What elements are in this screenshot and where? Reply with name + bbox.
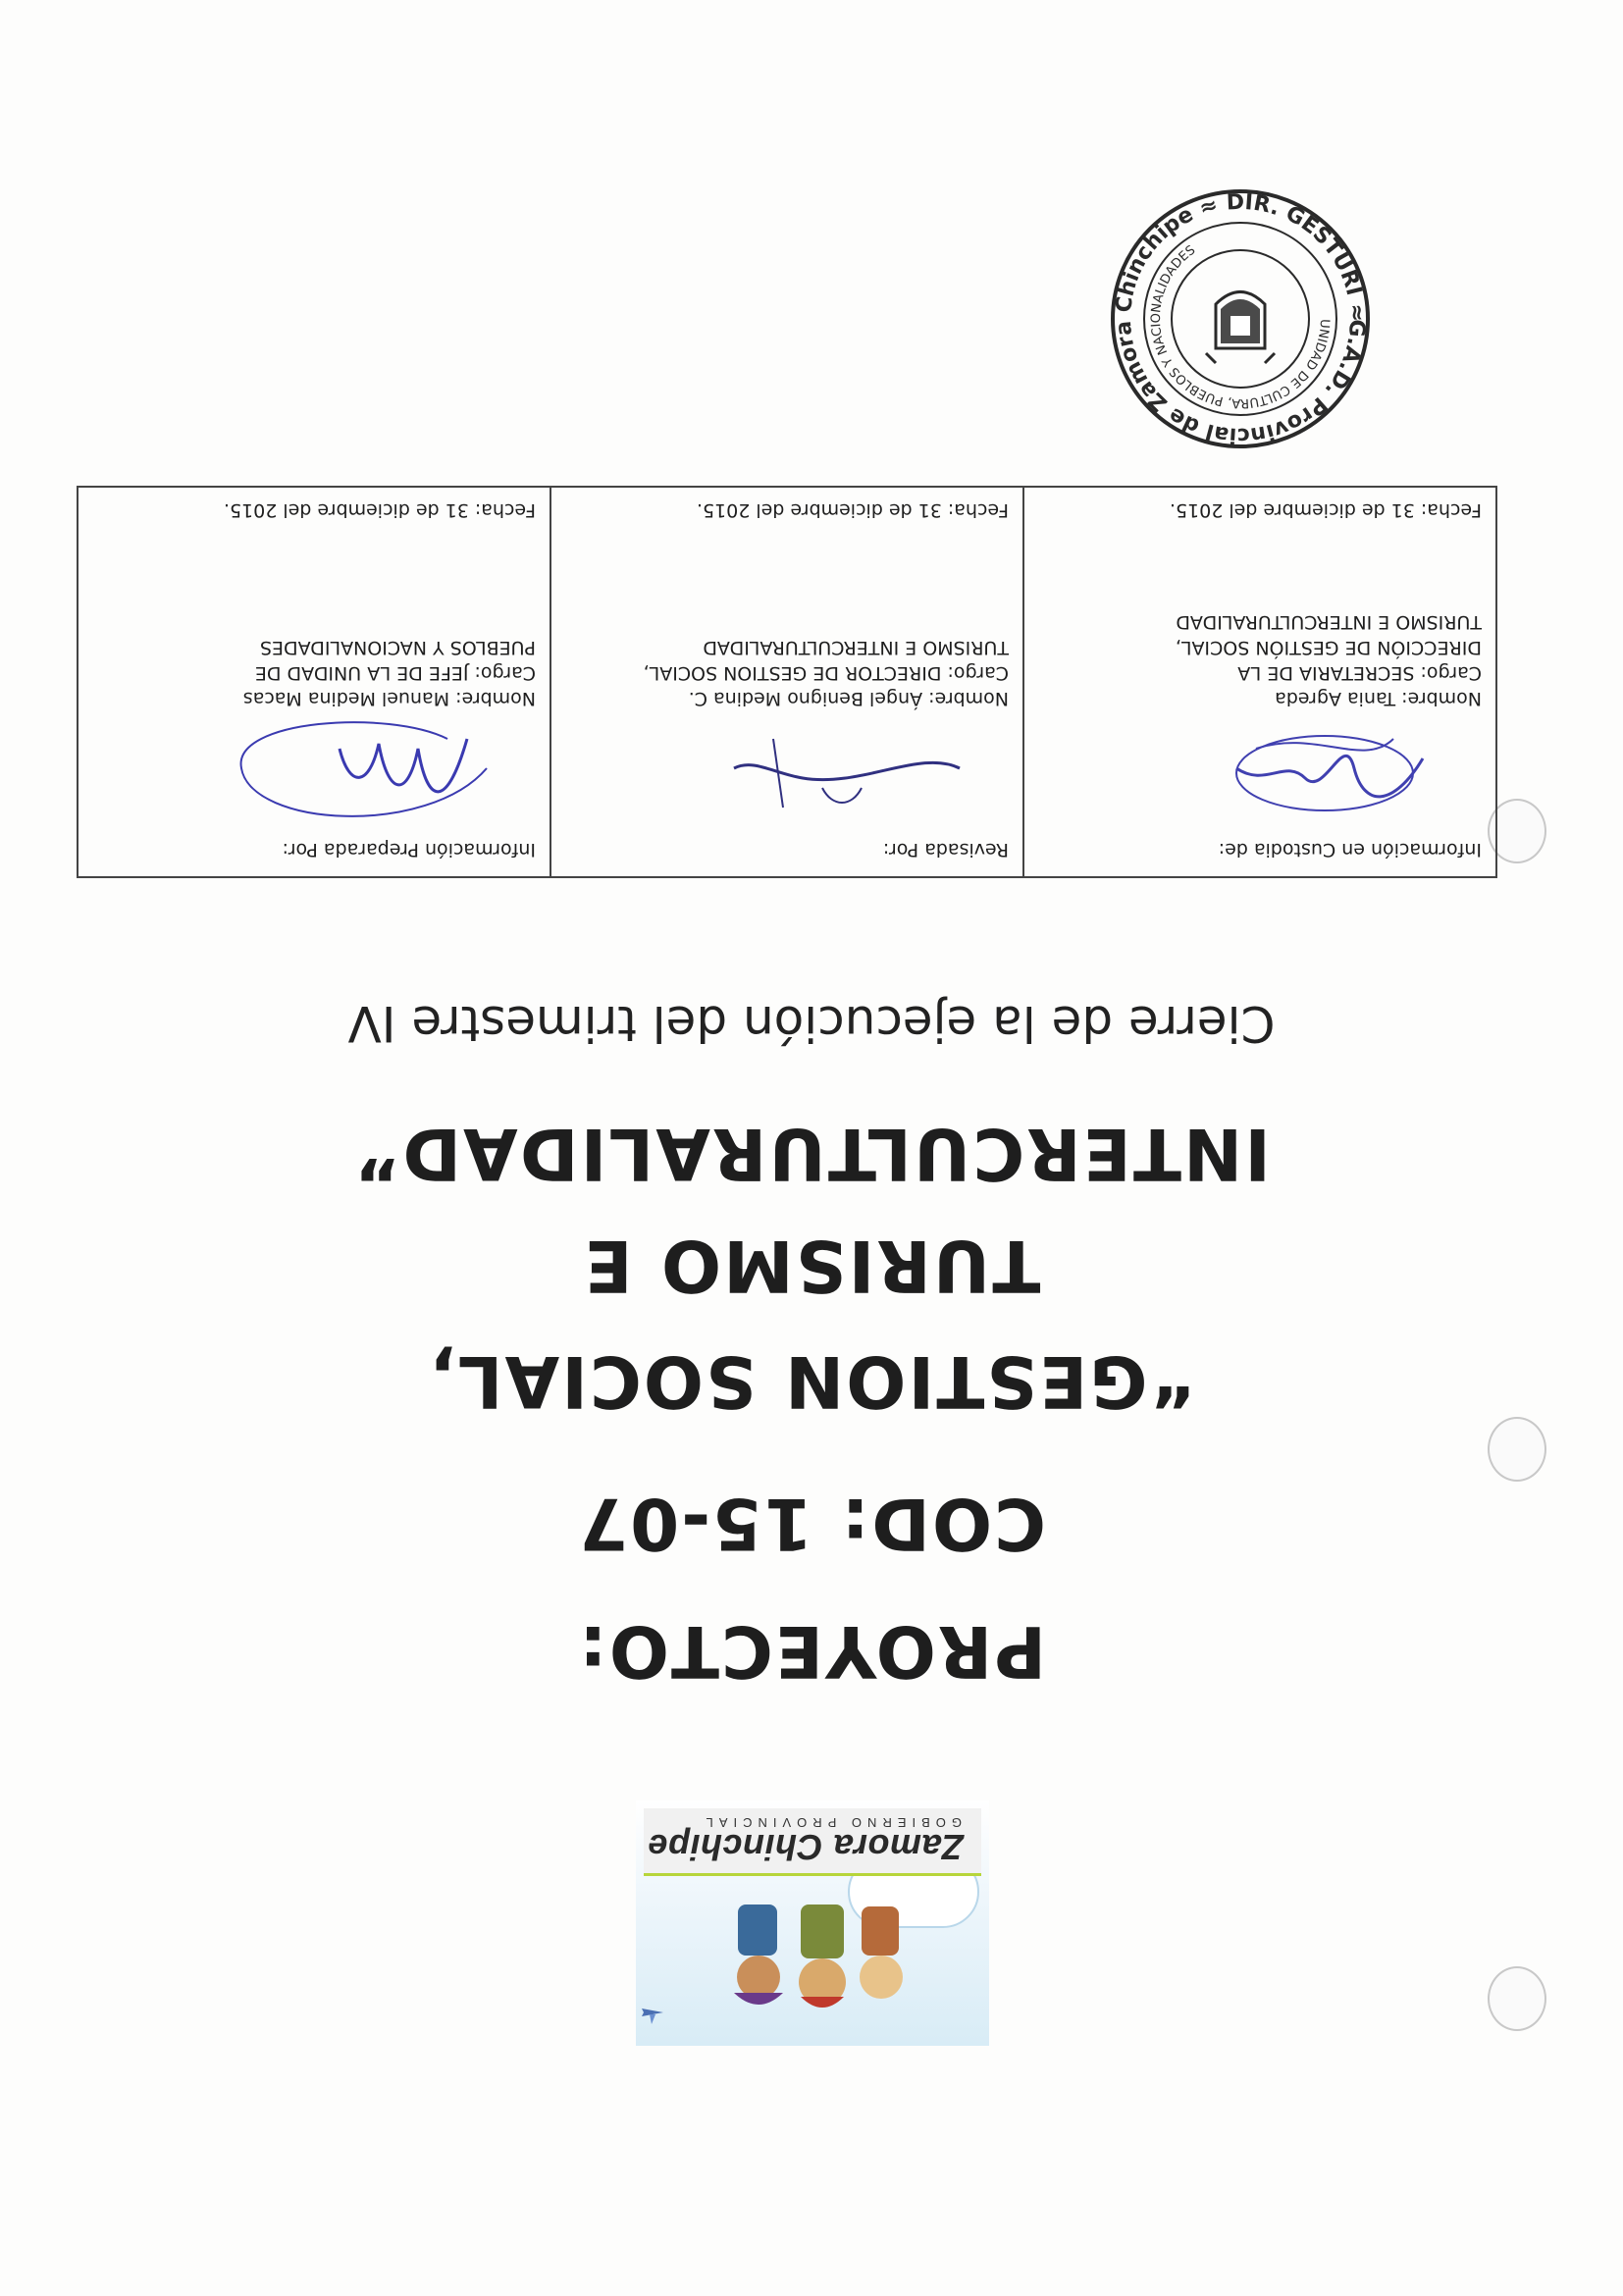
signer-role-line: TURISMO E INTERCULTURALIDAD	[1176, 611, 1482, 633]
signer-role-line: PUEBLOS Y NACIONALIDADES	[259, 637, 536, 658]
project-label: PROYECTO:	[576, 1610, 1047, 1693]
cultural-figures-illustration	[714, 1899, 920, 2026]
project-name-line-1: “GESTION SOCIAL,	[427, 1340, 1196, 1423]
cell-header: Información en Custodia de:	[1218, 839, 1482, 861]
signature-date: Fecha: 31 de diciembre del 2015.	[696, 499, 1009, 521]
signer-role-line: Cargo: DIRECTOR DE GESTION SOCIAL,	[643, 662, 1009, 684]
svg-text:UNIDAD DE CULTURA, PUEBLOS Y N: UNIDAD DE CULTURA, PUEBLOS Y NACIONALIDADES	[1148, 242, 1333, 411]
signature-table	[77, 486, 1497, 878]
signature-cell-custodia	[1024, 488, 1495, 876]
logo-brand-text: Zamora Chinchipe	[647, 1827, 964, 1867]
signer-name: Nombre: Ángel Benigno Medina C.	[688, 688, 1009, 709]
project-name-line-2: TURISMO E	[582, 1225, 1041, 1307]
handwritten-signature	[92, 711, 536, 827]
cell-header: Información Preparada Por:	[282, 839, 536, 861]
project-name-line-3: INTERCULTURALIDAD”	[351, 1113, 1272, 1195]
signer-name: Nombre: Tania Agreda	[1275, 688, 1482, 709]
airplane-icon	[640, 2001, 665, 2026]
signer-role-line: TURISMO E INTERCULTURALIDAD	[703, 637, 1009, 658]
punch-hole	[1488, 1966, 1546, 2031]
logo-government-text: GOBIERNO PROVINCIAL	[700, 1815, 962, 1830]
official-seal	[1108, 186, 1373, 451]
signer-name: Nombre: Manuel Medina Macas	[242, 688, 536, 709]
signature-date: Fecha: 31 de diciembre del 2015.	[1169, 499, 1482, 521]
project-code: COD: 15-07	[577, 1483, 1046, 1565]
signature-cell-revisada	[551, 488, 1024, 876]
cell-header: Revisada Por:	[882, 839, 1009, 861]
signer-role-line: DIRECCIÓN DE GESTIÓN SOCIAL,	[1175, 637, 1482, 658]
signature-date: Fecha: 31 de diciembre del 2015.	[223, 499, 536, 521]
provincial-logo	[636, 1800, 989, 2046]
handwritten-signature	[565, 711, 1009, 827]
logo-wordmark	[644, 1808, 981, 1876]
signature-cell-preparada	[79, 488, 551, 876]
svg-text:G.A.D. Provincial de Zamora Ch: G.A.D. Provincial de Zamora Chinchipe ≈ DIR. GESTURI ≈	[1111, 189, 1370, 448]
signer-role-line: Cargo: SECRETARIA DE LA	[1237, 662, 1482, 684]
punch-hole	[1488, 1417, 1546, 1482]
signer-role-line: Cargo: JEFE DE LA UNIDAD DE	[254, 662, 536, 684]
handwritten-signature	[1038, 711, 1482, 827]
report-subtitle: Cierre de la ejecución del trimestre IV	[347, 995, 1276, 1052]
